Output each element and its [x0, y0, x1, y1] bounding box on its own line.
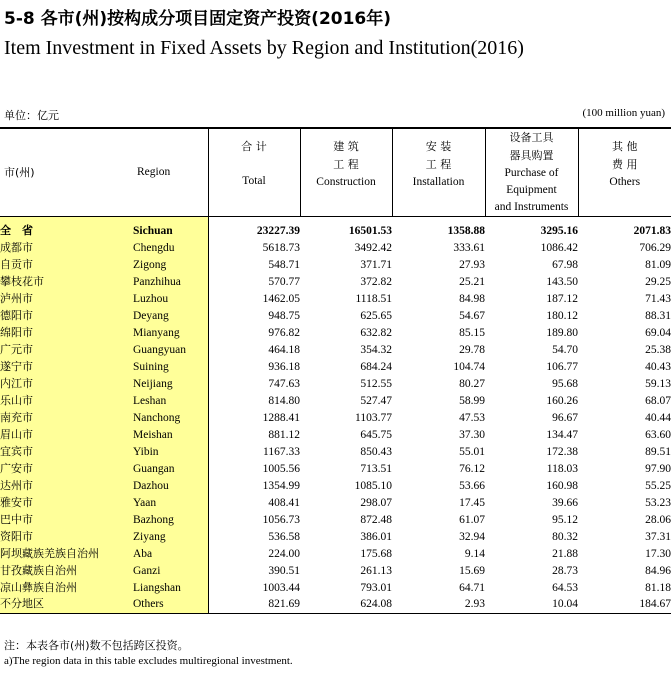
cell-installation: 84.98 — [459, 292, 485, 305]
cell-total: 390.51 — [208, 562, 300, 579]
cell-construction: 872.48 — [360, 513, 392, 526]
cell-others: 55.25 — [645, 479, 671, 492]
table-header-row — [0, 128, 671, 217]
table-row — [0, 324, 671, 341]
table-total-row — [0, 217, 671, 240]
cell-region-en: Liangshan — [133, 579, 208, 596]
cell-total: 747.63 — [208, 375, 300, 392]
cell-total: 1005.56 — [208, 460, 300, 477]
cell-equipment: 39.66 — [552, 496, 578, 509]
table-row — [0, 256, 671, 273]
cell-region-cn: 不分地区 — [0, 596, 133, 613]
cell-total: 1462.05 — [208, 290, 300, 307]
table-row — [0, 545, 671, 562]
cell-others: 184.67 — [578, 596, 671, 613]
cell-installation: 80.27 — [459, 377, 485, 390]
cell-others: 706.29 — [639, 241, 671, 254]
cell-others: 69.04 — [645, 326, 671, 339]
cell-others: 2071.83 — [633, 225, 671, 237]
cell-others: 81.09 — [645, 258, 671, 271]
cell-construction: 527.47 — [360, 394, 392, 407]
cell-construction: 625.65 — [360, 309, 392, 322]
cell-construction: 1085.10 — [354, 479, 392, 492]
cell-installation: 32.94 — [459, 530, 485, 543]
cell-region-en: Deyang — [133, 307, 208, 324]
table-row — [0, 596, 671, 613]
cell-equipment: 3295.16 — [540, 225, 578, 237]
table-row — [0, 273, 671, 290]
cell-others: 81.18 — [645, 581, 671, 594]
cell-region-en: Panzhihua — [133, 273, 208, 290]
cell-region-en: Others — [133, 596, 208, 613]
footnote-cn: 注：本表各市(州)数不包括跨区投资。 — [4, 639, 189, 652]
cell-total: 1288.41 — [208, 409, 300, 426]
cell-construction: 850.43 — [360, 445, 392, 458]
cell-region-cn: 内江市 — [0, 375, 133, 392]
cell-equipment: 180.12 — [546, 309, 578, 322]
cell-installation: 29.78 — [459, 343, 485, 356]
cell-total: 814.80 — [208, 392, 300, 409]
cell-region-en: Ganzi — [133, 562, 208, 579]
cell-construction: 175.68 — [360, 547, 392, 560]
cell-total: 1056.73 — [208, 511, 300, 528]
cell-region-en: Ziyang — [133, 528, 208, 545]
table-row — [0, 409, 671, 426]
cell-installation: 27.93 — [459, 258, 485, 271]
cell-region-cn: 达州市 — [0, 477, 133, 494]
cell-region-en: Sichuan — [133, 217, 208, 240]
cell-region-en: Luzhou — [133, 290, 208, 307]
cell-region-cn: 广元市 — [0, 341, 133, 358]
cell-installation: 1358.88 — [447, 225, 485, 237]
cell-equipment: 187.12 — [546, 292, 578, 305]
cell-region-en: Yibin — [133, 443, 208, 460]
cell-installation: 85.15 — [459, 326, 485, 339]
cell-total: 464.18 — [208, 341, 300, 358]
cell-construction: 261.13 — [360, 564, 392, 577]
cell-region-cn: 广安市 — [0, 460, 133, 477]
cell-construction: 371.71 — [360, 258, 392, 271]
cell-construction: 632.82 — [360, 326, 392, 339]
cell-construction: 354.32 — [360, 343, 392, 356]
cell-equipment: 189.80 — [546, 326, 578, 339]
cell-region-en: Guangyuan — [133, 341, 208, 358]
unit-label-cn: 单位：亿元 — [4, 109, 59, 122]
cell-installation: 64.71 — [459, 581, 485, 594]
cell-others: 88.31 — [645, 309, 671, 322]
cell-region-cn: 雅安市 — [0, 494, 133, 511]
cell-region-cn: 甘孜藏族自治州 — [0, 562, 133, 579]
table-row — [0, 443, 671, 460]
cell-others: 97.90 — [645, 462, 671, 475]
cell-region-cn: 攀枝花市 — [0, 273, 133, 290]
cell-total: 224.00 — [208, 545, 300, 562]
cell-region-en: Chengdu — [133, 239, 208, 256]
cell-region-cn: 绵阳市 — [0, 324, 133, 341]
cell-installation: 104.74 — [453, 360, 485, 373]
table-row — [0, 375, 671, 392]
table-row — [0, 426, 671, 443]
cell-equipment: 95.68 — [552, 377, 578, 390]
cell-others: 89.51 — [645, 445, 671, 458]
cell-region-cn: 德阳市 — [0, 307, 133, 324]
cell-others: 40.44 — [645, 411, 671, 424]
cell-others: 71.43 — [645, 292, 671, 305]
table-row — [0, 307, 671, 324]
cell-installation: 61.07 — [459, 513, 485, 526]
cell-others: 84.96 — [645, 564, 671, 577]
cell-total: 936.18 — [208, 358, 300, 375]
cell-region-cn: 南充市 — [0, 409, 133, 426]
cell-installation: 2.93 — [392, 596, 485, 613]
cell-region-en: Bazhong — [133, 511, 208, 528]
cell-equipment: 172.38 — [546, 445, 578, 458]
cell-installation: 47.53 — [459, 411, 485, 424]
investment-table — [0, 127, 671, 614]
cell-total: 548.71 — [208, 256, 300, 273]
cell-others: 68.07 — [645, 394, 671, 407]
cell-region-en: Zigong — [133, 256, 208, 273]
cell-region-cn: 自贡市 — [0, 256, 133, 273]
header-installation: 安 装 工 程 Installation — [392, 128, 485, 217]
table-row — [0, 511, 671, 528]
cell-total: 23227.39 — [208, 217, 300, 240]
table-row — [0, 358, 671, 375]
cell-region-en: Nanchong — [133, 409, 208, 426]
cell-total: 821.69 — [208, 596, 300, 613]
cell-region-en: Suining — [133, 358, 208, 375]
cell-construction: 1103.77 — [355, 411, 392, 424]
cell-total: 1003.44 — [208, 579, 300, 596]
cell-region-cn: 资阳市 — [0, 528, 133, 545]
cell-equipment: 118.03 — [546, 462, 578, 475]
unit-label-en: (100 million yuan) — [582, 107, 665, 119]
cell-construction: 16501.53 — [348, 225, 392, 237]
footnote-en: a)The region data in this table excludes multiregional investment. — [4, 655, 293, 667]
cell-total: 1167.33 — [208, 443, 300, 460]
cell-others: 59.13 — [645, 377, 671, 390]
cell-construction: 3492.42 — [354, 241, 392, 254]
cell-equipment: 10.04 — [485, 596, 578, 613]
cell-construction: 713.51 — [360, 462, 392, 475]
cell-total: 881.12 — [208, 426, 300, 443]
header-others: 其 他 费 用 Others — [578, 128, 671, 217]
cell-total: 976.82 — [208, 324, 300, 341]
cell-installation: 37.30 — [459, 428, 485, 441]
cell-installation: 76.12 — [459, 462, 485, 475]
header-total: 合 计 Total — [208, 128, 300, 217]
cell-region-cn: 眉山市 — [0, 426, 133, 443]
cell-equipment: 160.26 — [546, 394, 578, 407]
cell-installation: 58.99 — [459, 394, 485, 407]
cell-others: 29.25 — [645, 275, 671, 288]
cell-installation: 55.01 — [459, 445, 485, 458]
cell-installation: 54.67 — [459, 309, 485, 322]
cell-equipment: 64.53 — [552, 581, 578, 594]
cell-installation: 9.14 — [464, 547, 485, 560]
cell-others: 17.30 — [645, 547, 671, 560]
cell-construction: 1118.51 — [355, 292, 392, 305]
cell-construction: 793.01 — [360, 581, 392, 594]
table-row — [0, 528, 671, 545]
cell-construction: 512.55 — [360, 377, 392, 390]
table-row — [0, 494, 671, 511]
cell-installation: 25.21 — [459, 275, 485, 288]
cell-equipment: 106.77 — [546, 360, 578, 373]
cell-region-en: Dazhou — [133, 477, 208, 494]
page-title-en: Item Investment in Fixed Assets by Region and Institution(2016) — [4, 37, 524, 59]
cell-region-cn: 凉山彝族自治州 — [0, 579, 133, 596]
cell-total: 408.41 — [208, 494, 300, 511]
cell-region-cn: 遂宁市 — [0, 358, 133, 375]
cell-construction: 645.75 — [360, 428, 392, 441]
cell-equipment: 21.88 — [552, 547, 578, 560]
cell-region-cn: 宜宾市 — [0, 443, 133, 460]
cell-total: 5618.73 — [208, 239, 300, 256]
table-row — [0, 239, 671, 256]
cell-region-cn: 乐山市 — [0, 392, 133, 409]
table-row — [0, 392, 671, 409]
cell-installation: 17.45 — [459, 496, 485, 509]
header-region-cn: 市(州) — [0, 128, 133, 217]
cell-construction: 372.82 — [360, 275, 392, 288]
table-row — [0, 290, 671, 307]
cell-region-en: Leshan — [133, 392, 208, 409]
cell-equipment: 134.47 — [546, 428, 578, 441]
cell-region-en: Mianyang — [133, 324, 208, 341]
cell-equipment: 80.32 — [552, 530, 578, 543]
cell-total: 948.75 — [208, 307, 300, 324]
cell-others: 28.06 — [645, 513, 671, 526]
cell-total: 1354.99 — [208, 477, 300, 494]
cell-construction: 386.01 — [360, 530, 392, 543]
cell-region-cn: 阿坝藏族羌族自治州 — [0, 545, 133, 562]
header-construction: 建 筑 工 程 Construction — [300, 128, 392, 217]
cell-region-en: Guangan — [133, 460, 208, 477]
cell-region-cn: 巴中市 — [0, 511, 133, 528]
cell-region-en: Neijiang — [133, 375, 208, 392]
cell-equipment: 1086.42 — [540, 241, 578, 254]
cell-others: 37.31 — [645, 530, 671, 543]
cell-total: 570.77 — [208, 273, 300, 290]
cell-others: 63.60 — [645, 428, 671, 441]
cell-equipment: 143.50 — [546, 275, 578, 288]
header-equipment: 设备工具 器具购置 Purchase of Equipment and Instruments — [485, 128, 578, 217]
cell-installation: 15.69 — [459, 564, 485, 577]
cell-others: 40.43 — [645, 360, 671, 373]
cell-construction: 684.24 — [360, 360, 392, 373]
cell-equipment: 96.67 — [552, 411, 578, 424]
table-row — [0, 562, 671, 579]
cell-region-en: Aba — [133, 545, 208, 562]
header-region-en: Region — [133, 128, 208, 217]
cell-equipment: 67.98 — [552, 258, 578, 271]
cell-installation: 333.61 — [453, 241, 485, 254]
cell-total: 536.58 — [208, 528, 300, 545]
cell-region-cn: 全 省 — [0, 217, 133, 240]
cell-others: 53.23 — [645, 496, 671, 509]
cell-region-en: Meishan — [133, 426, 208, 443]
cell-equipment: 160.98 — [546, 479, 578, 492]
cell-equipment: 54.70 — [552, 343, 578, 356]
cell-construction: 624.08 — [300, 596, 392, 613]
cell-region-cn: 泸州市 — [0, 290, 133, 307]
cell-equipment: 95.12 — [552, 513, 578, 526]
table-row — [0, 477, 671, 494]
table-row — [0, 579, 671, 596]
cell-equipment: 28.73 — [552, 564, 578, 577]
page-title-cn: 5-8 各市(州)按构成分项目固定资产投资(2016年) — [4, 9, 392, 29]
table-row — [0, 460, 671, 477]
cell-region-cn: 成都市 — [0, 239, 133, 256]
cell-others: 25.38 — [645, 343, 671, 356]
cell-construction: 298.07 — [360, 496, 392, 509]
cell-installation: 53.66 — [459, 479, 485, 492]
cell-region-en: Yaan — [133, 494, 208, 511]
table-row — [0, 341, 671, 358]
